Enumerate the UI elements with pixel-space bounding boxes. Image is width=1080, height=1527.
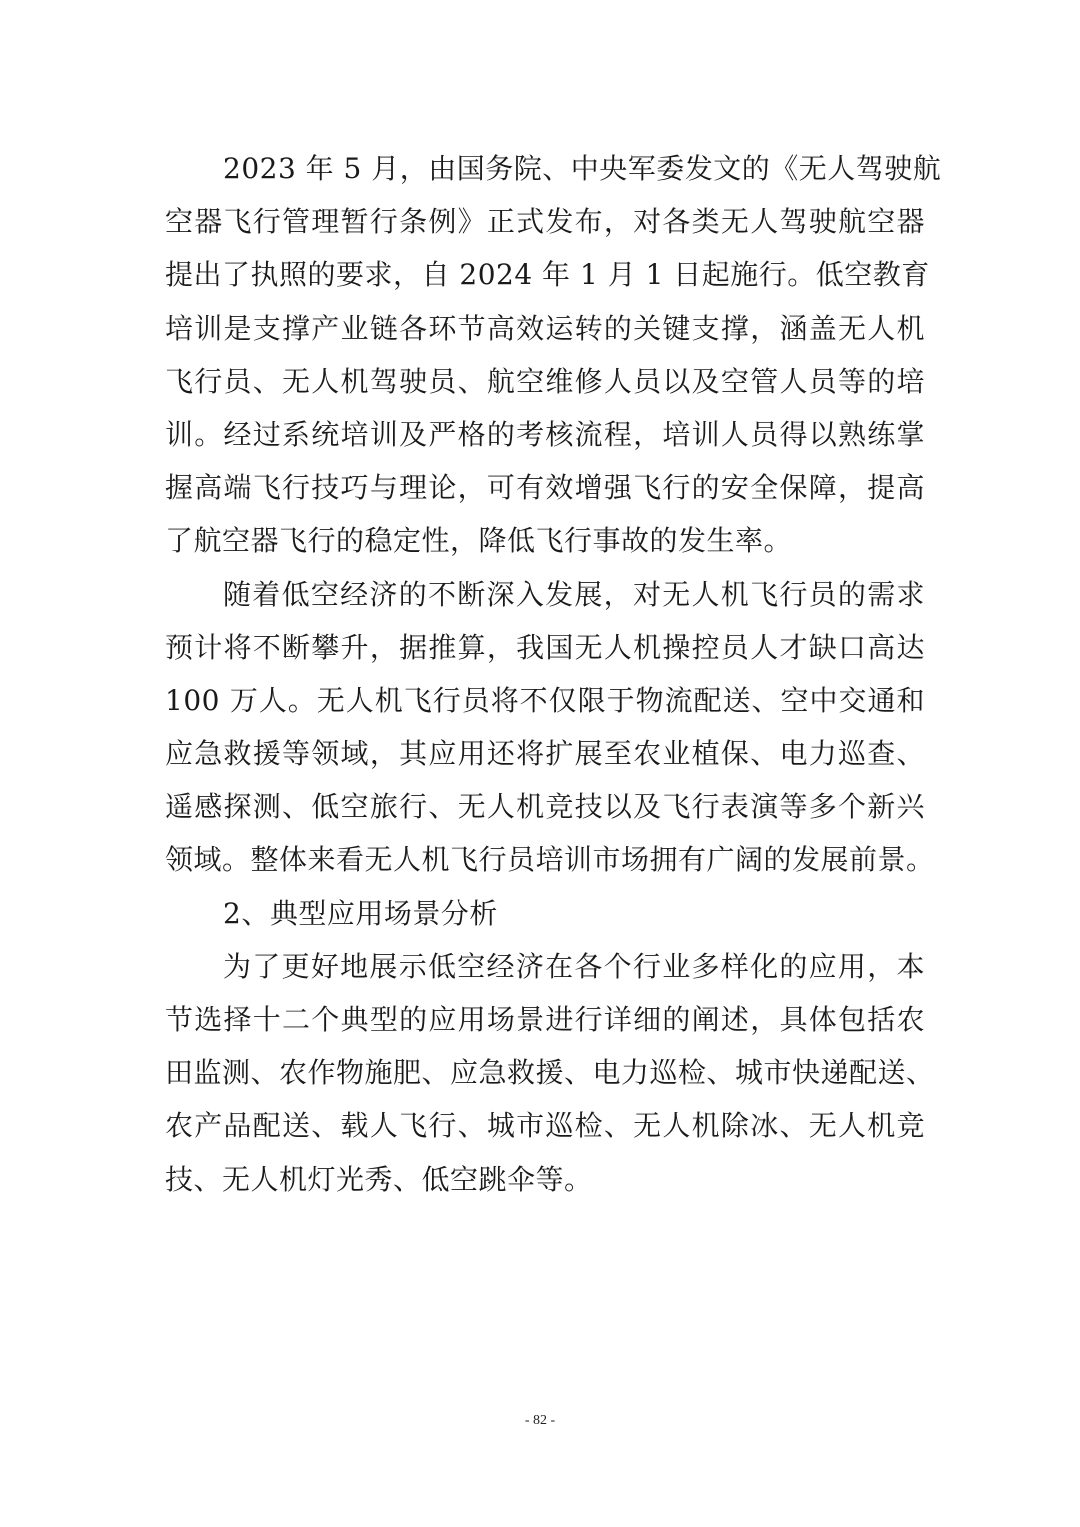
text-line: 100 万人。无人机飞行员将不仅限于物流配送、空中交通和 <box>165 683 925 717</box>
text-line: 田监测、农作物施肥、应急救援、电力巡检、城市快递配送、 <box>165 1056 935 1090</box>
text-line: 为了更好地展示低空经济在各个行业多样化的应用，本 <box>223 949 925 983</box>
text-line: 2023 年 5 月，由国务院、中央军委发文的《无人驾驶航 <box>223 152 942 185</box>
paragraph <box>165 142 942 568</box>
text-line: 领域。整体来看无人机飞行员培训市场拥有广阔的发展前景。 <box>165 843 935 877</box>
text-line: 了航空器飞行的稳定性，降低飞行事故的发生率。 <box>165 524 793 558</box>
text-line: 节选择十二个典型的应用场景进行详细的阐述，具体包括农 <box>165 1003 925 1036</box>
text-line: 提出了执照的要求，自 2024 年 1 月 1 日起施行。低空教育 <box>165 258 930 292</box>
paragraph <box>165 940 935 1206</box>
text-line: 飞行员、无人机驾驶员、航空维修人员以及空管人员等的培 <box>165 364 925 398</box>
section-heading <box>165 887 925 940</box>
text-line: 随着低空经济的不断深入发展，对无人机飞行员的需求 <box>223 577 925 611</box>
body-text <box>165 142 942 1206</box>
section-heading-text: 2、典型应用场景分析 <box>223 896 498 930</box>
text-line: 农产品配送、载人飞行、城市巡检、无人机除冰、无人机竞 <box>165 1109 925 1143</box>
text-line: 遥感探测、低空旅行、无人机竞技以及飞行表演等多个新兴 <box>165 790 925 824</box>
text-line: 训。经过系统培训及严格的考核流程，培训人员得以熟练掌 <box>165 417 925 451</box>
text-line: 空器飞行管理暂行条例》正式发布，对各类无人驾驶航空器 <box>165 205 925 239</box>
paragraph <box>165 568 935 887</box>
text-line: 预计将不断攀升，据推算，我国无人机操控员人才缺口高达 <box>165 630 925 664</box>
text-line: 应急救援等领域，其应用还将扩展至农业植保、电力巡查、 <box>165 737 925 771</box>
page-number: - 82 - <box>524 1413 556 1428</box>
text-line: 培训是支撑产业链各环节高效运转的关键支撑，涵盖无人机 <box>165 311 925 345</box>
text-line: 技、无人机灯光秀、低空跳伞等。 <box>165 1162 593 1196</box>
text-line: 握高端飞行技巧与理论，可有效增强飞行的安全保障，提高 <box>165 471 925 505</box>
